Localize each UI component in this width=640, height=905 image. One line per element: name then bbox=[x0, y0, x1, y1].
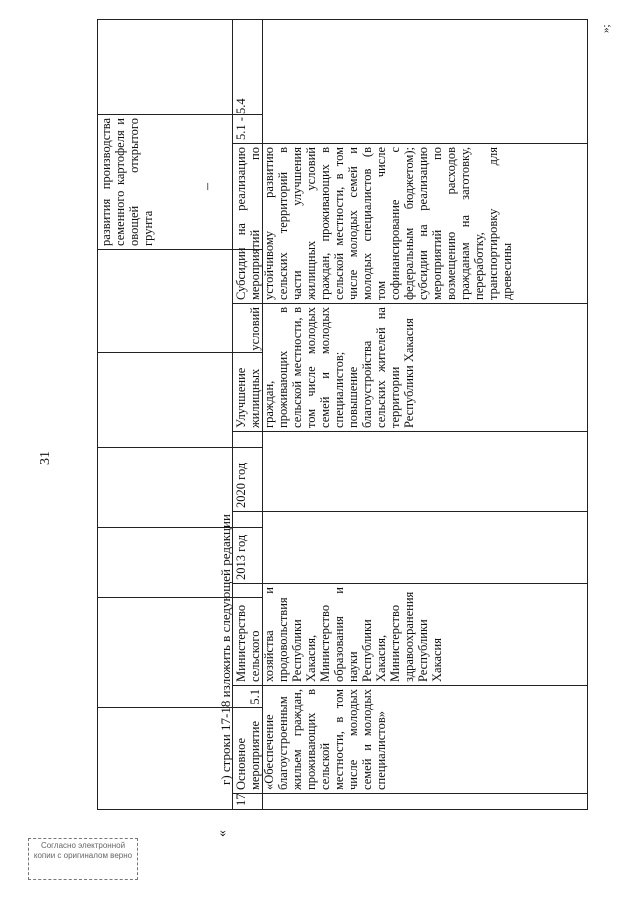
top-description-text: развития производства семенного картофеля и овощей открытого грунта bbox=[99, 118, 155, 246]
row-number-cell bbox=[233, 794, 588, 810]
trailing-marks: »; bbox=[600, 24, 612, 33]
page-number: 31 bbox=[38, 451, 53, 465]
result-cell bbox=[233, 304, 588, 432]
open-quote: « bbox=[215, 830, 230, 837]
row-number: 17 bbox=[234, 793, 248, 806]
table-row-17 bbox=[233, 20, 588, 810]
certification-stamp bbox=[28, 838, 138, 880]
executor-cell bbox=[233, 584, 588, 686]
row17-table bbox=[232, 19, 588, 810]
end-year: 2020 год bbox=[234, 462, 248, 508]
measures-text: Субсидии на реализацию мероприятий по устойчивому развитию сельских территорий в части улучшения жилищных условий граждан, проживающих в сельской местности, в том числе молодых семей и молодых специалистов (в том числе софинансирование с федеральным бюджетом); субсидии на реализацию мероприятий по возмещению расходов гражданам на заготовку, переработку, транспортировку для древесины bbox=[234, 147, 514, 300]
event-text: Основное мероприятие 5.1 «Обеспечение благоустроенным жильем граждан, проживающих в сельской местности, в том числе молодых семей и молодых специалистов» bbox=[234, 689, 388, 790]
result-text: Улучшение жилищных условий граждан, проживающих в сельской местности, в том числе молодых семей и молодых специалистов; повышение благоустройства сельских жителей на территории Республики Хакасия bbox=[234, 307, 416, 428]
top-dash: – bbox=[200, 183, 215, 190]
event-cell bbox=[233, 686, 588, 794]
instruction-text: г) строки 17-18 изложить в следующей редакции bbox=[218, 514, 233, 785]
start-year-cell bbox=[233, 512, 588, 584]
indicators-text: 5.1 - 5.4 bbox=[234, 98, 248, 140]
executor-text: Министерство сельского хозяйства и продовольствия Республики Хакасия, Министерство образования и науки Республики Хакасия, Министерство здравоохранения Республики Хакасия bbox=[234, 587, 444, 682]
indicators-cell bbox=[233, 20, 588, 144]
stamp-text: Согласно электронной копии с оригиналом верно bbox=[33, 841, 133, 860]
start-year: 2013 год bbox=[234, 534, 248, 580]
measures-cell bbox=[233, 144, 588, 304]
end-year-cell bbox=[233, 432, 588, 512]
